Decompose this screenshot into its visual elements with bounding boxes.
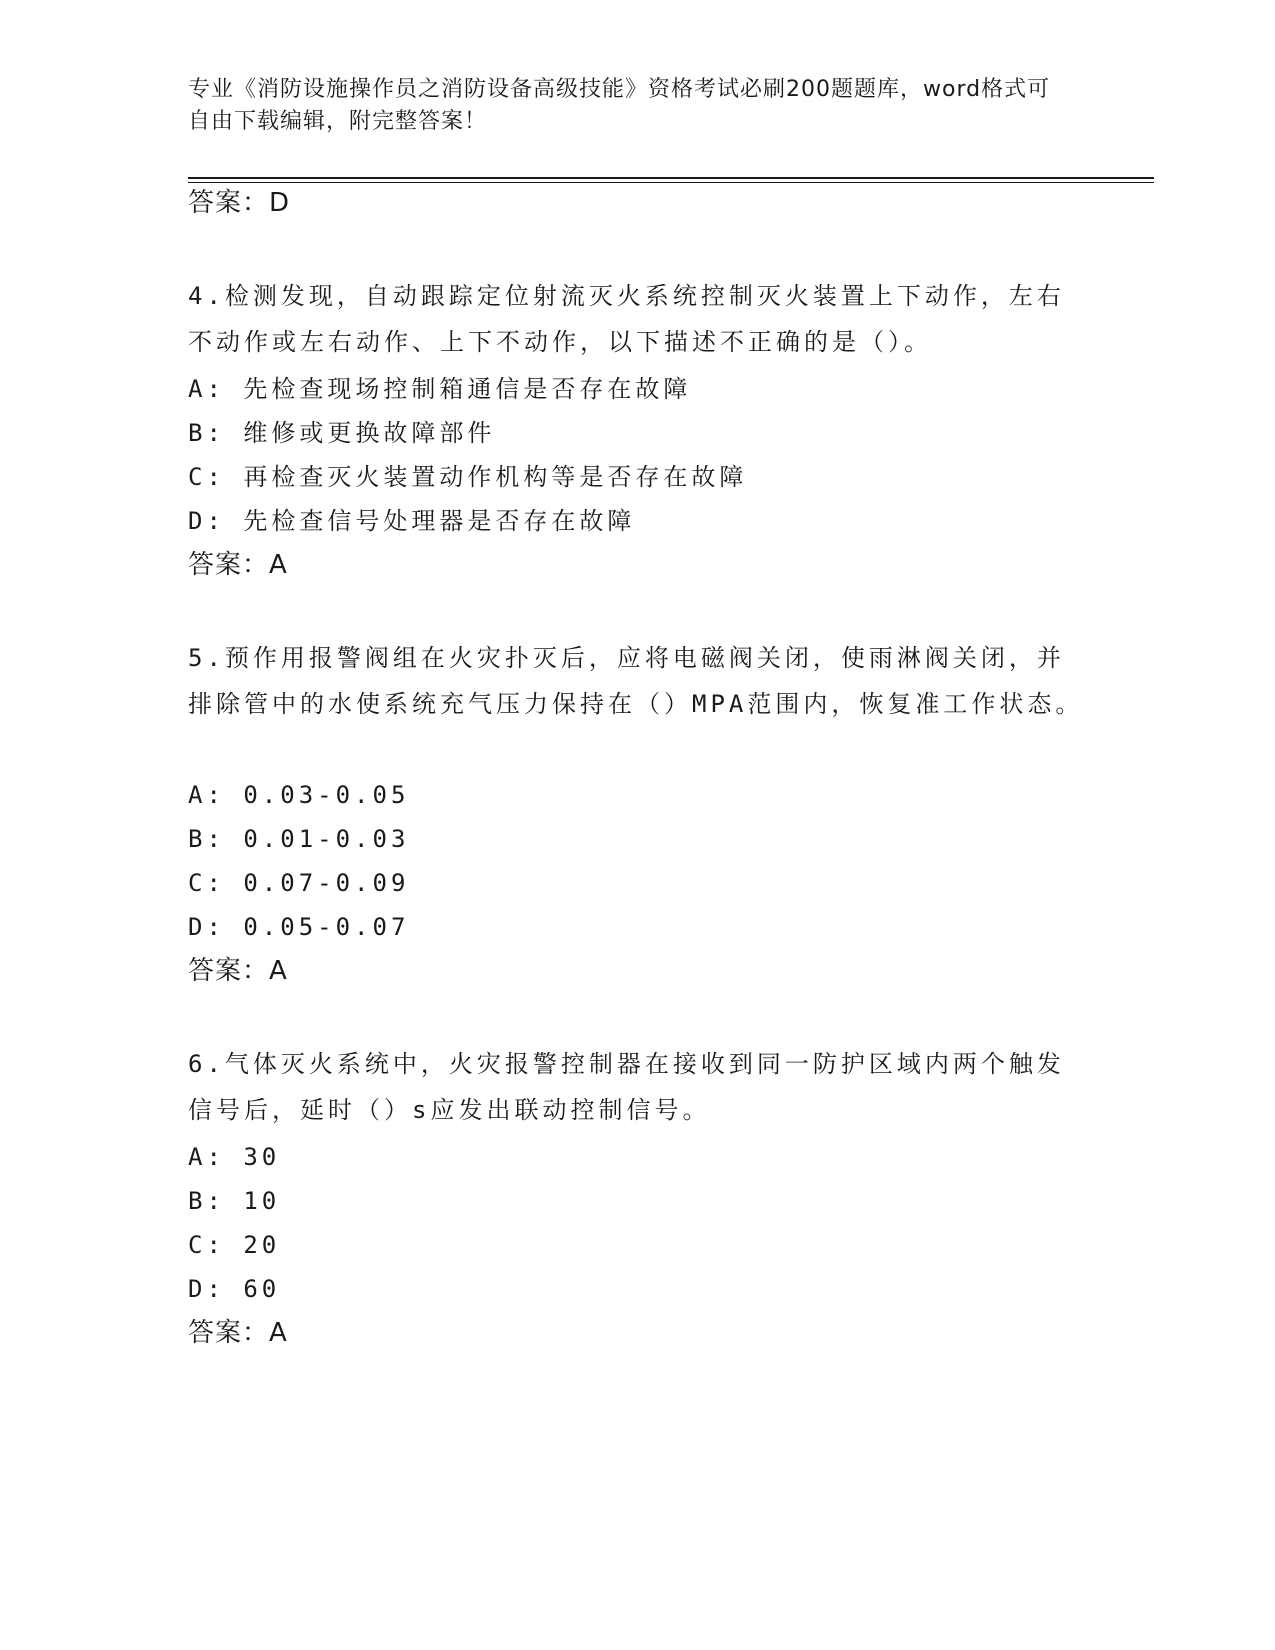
question-6-option-d: D: 60 [188,1275,281,1303]
question-6-option-c: C: 20 [188,1231,281,1259]
question-6-option-b: B: 10 [188,1187,281,1215]
question-4-option-d: D: 先检查信号处理器是否存在故障 [188,507,636,535]
question-5-option-c: C: 0.07-0.09 [188,869,410,897]
question-4-answer: 答案：A [188,550,288,580]
question-6-text: 6.气体灭火系统中，火灾报警控制器在接收到同一防护区域内两个触发信号后，延时（）s应发出联动控制信号。 [188,1050,1065,1124]
question-5-answer: 答案：A [188,956,288,986]
previous-answer: 答案：D [188,188,291,218]
document-header: 专业《消防设施操作员之消防设备高级技能》资格考试必刷200题题库，word格式可自由下载编辑，附完整答案！ [188,77,1051,134]
question-5-text: 5.预作用报警阀组在火灾扑灭后，应将电磁阀关闭，使雨淋阀关闭，并排除管中的水使系统充气压力保持在（）MPA范围内，恢复准工作状态。 [188,644,1084,718]
header-divider-thick [188,177,1154,179]
question-4-option-c: C: 再检查灭火装置动作机构等是否存在故障 [188,463,748,491]
question-5-option-d: D: 0.05-0.07 [188,913,410,941]
question-4-text: 4.检测发现，自动跟踪定位射流灭火系统控制灭火装置上下动作，左右不动作或左右动作、上下不动作，以下描述不正确的是（）。 [188,282,1065,356]
question-6-answer: 答案：A [188,1318,288,1348]
question-4-option-a: A: 先检查现场控制箱通信是否存在故障 [188,375,692,403]
header-divider-thin [188,182,1154,183]
question-6-option-a: A: 30 [188,1143,281,1171]
question-5-option-a: A: 0.03-0.05 [188,781,410,809]
question-5-option-b: B: 0.01-0.03 [188,825,410,853]
question-4-option-b: B: 维修或更换故障部件 [188,419,496,447]
